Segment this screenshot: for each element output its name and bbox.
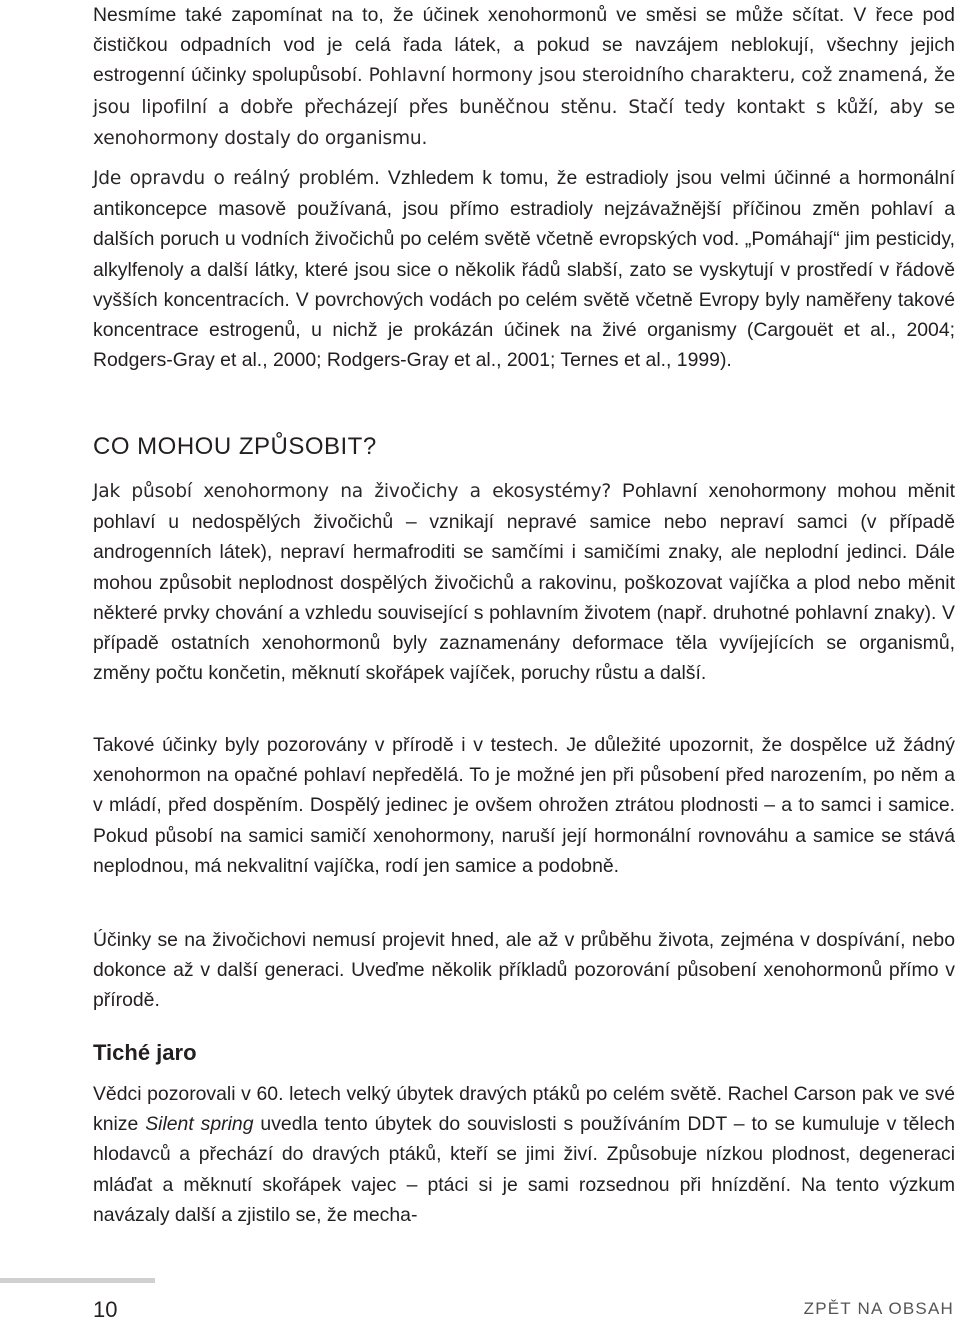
paragraph-text: Účinky se na živočichovi nemusí projevit hned, ale až v průběhu života, zejména v dospívání, nebo dokonce až v další generaci. Uveďme několik příkladů pozorování působení xenohormonů přímo v přírodě.: [93, 929, 955, 1012]
paragraph-xenohormone-mixture: [93, 0, 955, 154]
page-number: 10: [93, 1297, 118, 1322]
paragraph-text: Vědci pozorovali v 60. letech velký úbytek dravých ptáků po celém světě. Rachel Carson pak ve své knize: [93, 1083, 955, 1136]
paragraph-text: Nesmíme také zapomínat na to, že účinek xenohormonů ve směsi se může sčítat. V řece pod čističkou odpadních vod je celá řada látek, a pokud se navzájem neblokují, všechny jejich estrogenní účinky spolupůsobí.: [93, 4, 955, 87]
subheading-silent-spring: Tiché jaro: [93, 1040, 197, 1065]
paragraph-text-continued: uvedla tento úbytek do souvislosti s používáním DDT – to se kumuluje v tělech hlodavců a přechází do dravých ptáků, kteří se jimi živí. Způsobuje nízkou plodnost, degeneraci mláďat a měknutí skořápek vajec – ptáci si je sami rozsednou při hnízdění. Na tento výzkum navázaly další a zjistilo se, že mecha-: [93, 1113, 955, 1226]
section-heading: CO MOHOU ZPŮSOBIT?: [93, 433, 377, 460]
section-heading-wrapper: [93, 433, 955, 461]
paragraph-later-effects: [93, 925, 955, 1016]
paragraph-text: Vzhledem k tomu, že estradioly jsou velmi účinné a hormonální antikoncepce masově používaná, jsou přímo estradioly nejzávažnější příčinou změn pohlaví a dalších poruch u vodních živočichů po celém světě včetně evropských vod. „Pomáhají“ jim pesticidy, alkylfenoly a další látky, které jsou sice o několik řádů slabší, zato se vyskytují v prostředí v řádově vyšších koncentracích. V povrchových vodách po celém světě včetně Evropy byly naměřeny takové koncentrace estrogenů, u nichž je prokázán účinek na živé organismy (Cargouët et al., 2004; Rodgers-Gray et al., 2000; Rodgers-Gray et al., 2001; Ternes et al., 1999).: [93, 167, 956, 372]
paragraph-text: Pohlavní xenohormony mohou měnit pohlaví u nedospělých živočichů – vznikají nepravé samice nebo nepraví samci (v případě androgenních látek), nepraví hermafroditi se samčími i samičími znaky, ale neplodní jedinci. Dále mohou způsobit neplodnost dospělých živočichů a rakovinu, poškozovat vajíčka a plod nebo měnit některé prvky chování a vzhledu související s pohlavním životem (např. druhotné pohlavní znaky). V případě ostatních xenohormonů byly zaznamenány deformace těla vyvíjejících se organismů, změny počtu končetin, měknutí skořápek vajíček, poruchy růstu a další.: [93, 480, 955, 685]
footer-divider: [0, 1278, 155, 1283]
paragraph-question: Jak působí xenohormony na živočichy a ekosystémy?: [93, 481, 612, 502]
paragraph-text-continued: Pohlavní hormony jsou steroidního charakteru, což znamená, že jsou lipofilní a dobře přecházejí přes buněčnou stěnu. Stačí tedy kontakt s kůží, aby se xenohormony dostaly do organismu.: [93, 65, 955, 149]
paragraph-lead: Jde opravdu o reálný problém.: [93, 168, 380, 189]
paragraph-silent-spring: [93, 1079, 955, 1230]
paragraph-text: Takové účinky byly pozorovány v přírodě i v testech. Je důležité upozornit, že dospělce už žádný xenohormon na opačné pohlaví nepředělá. To je možné jen při působení před narozením, po něm a v mládí, před dospěním. Dospělý jedinec je ovšem ohrožen ztrátou plodnosti – a to samci i samice. Pokud působí na samici samičí xenohormony, naruší její hormonální rovnováhu a samice se stává neplodnou, má nekvalitní vajíčka, rodí jen samice a podobně.: [93, 734, 955, 877]
paragraph-real-problem: [93, 163, 955, 375]
paragraph-effects: [93, 476, 955, 688]
book-title: Silent spring: [145, 1113, 254, 1136]
subheading-wrapper: [93, 1040, 955, 1066]
back-to-contents-link[interactable]: ZPĚT NA OBSAH: [803, 1299, 954, 1318]
paragraph-observed-effects: [93, 730, 955, 881]
